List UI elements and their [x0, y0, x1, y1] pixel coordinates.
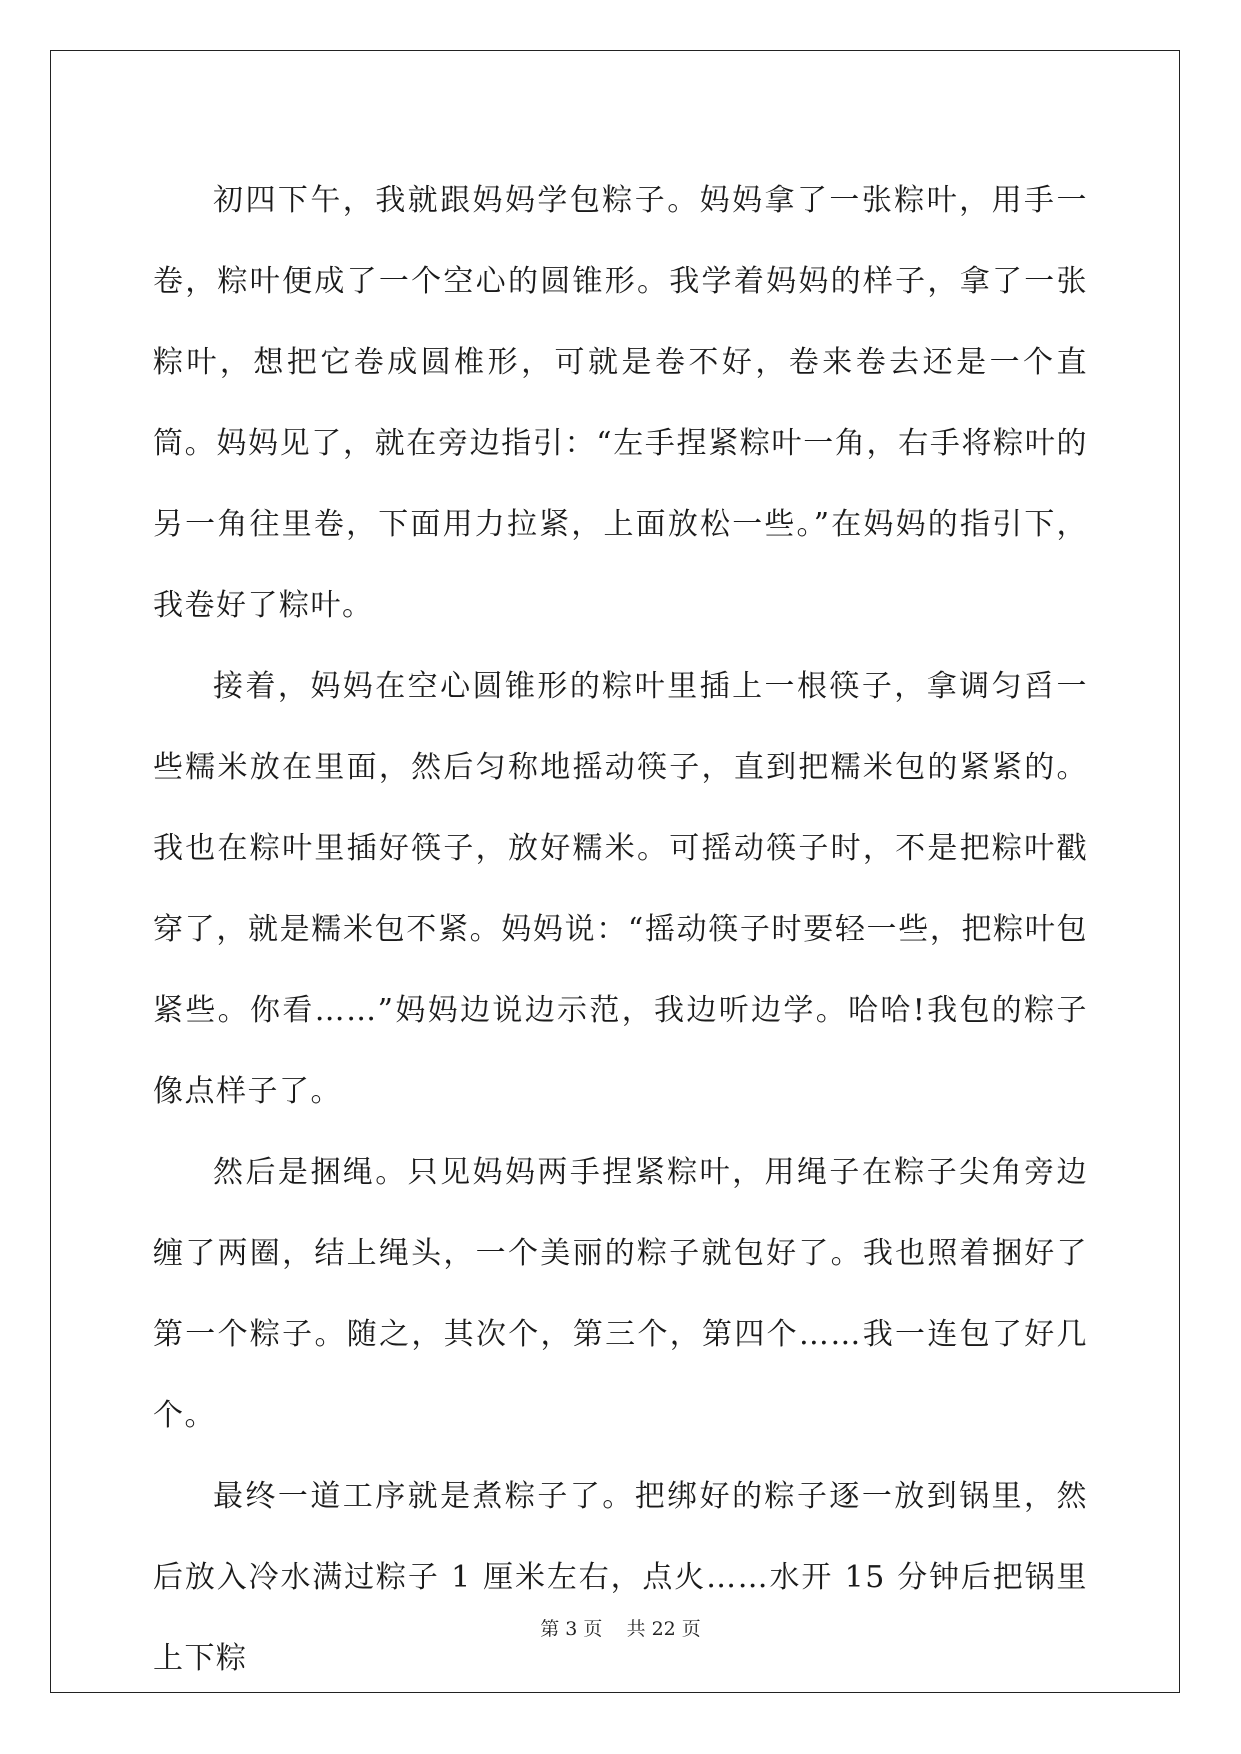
paragraph: 然后是捆绳。只见妈妈两手捏紧粽叶，用绳子在粽子尖角旁边缠了两圈，结上绳头，一个美丽的粽子就包好了。我也照着捆好了第一个粽子。随之，其次个，第三个，第四个……我一连包了好几个。: [153, 1155, 1088, 1433]
page-footer: [0, 1614, 1241, 1641]
paragraph: 初四下午，我就跟妈妈学包粽子。妈妈拿了一张粽叶，用手一卷，粽叶便成了一个空心的圆锥形。我学着妈妈的样子，拿了一张粽叶，想把它卷成圆椎形，可就是卷不好，卷来卷去还是一个直筒。妈妈见了，就在旁边指引：“左手捏紧粽叶一角，右手将粽叶的另一角往里卷，下面用力拉紧，上面放松一些。”在妈妈的指引下，我卷好了粽叶。: [153, 183, 1088, 623]
page-total: 共 22 页: [626, 1618, 701, 1640]
paragraph: 最终一道工序就是煮粽子了。把绑好的粽子逐一放到锅里，然后放入冷水满过粽子 1 厘米左右，点火……水开 15 分钟后把锅里上下粽: [153, 1479, 1088, 1676]
paragraph: 接着，妈妈在空心圆锥形的粽叶里插上一根筷子，拿调匀舀一些糯米放在里面，然后匀称地摇动筷子，直到把糯米包的紧紧的。我也在粽叶里插好筷子，放好糯米。可摇动筷子时，不是把粽叶戳穿了，就是糯米包不紧。妈妈说：“摇动筷子时要轻一些，把粽叶包紧些。你看……”妈妈边说边示范，我边听边学。哈哈!我包的粽子像点样子了。: [153, 669, 1088, 1109]
page-number: 第 3 页: [540, 1618, 603, 1640]
document-body: [153, 160, 1088, 1699]
